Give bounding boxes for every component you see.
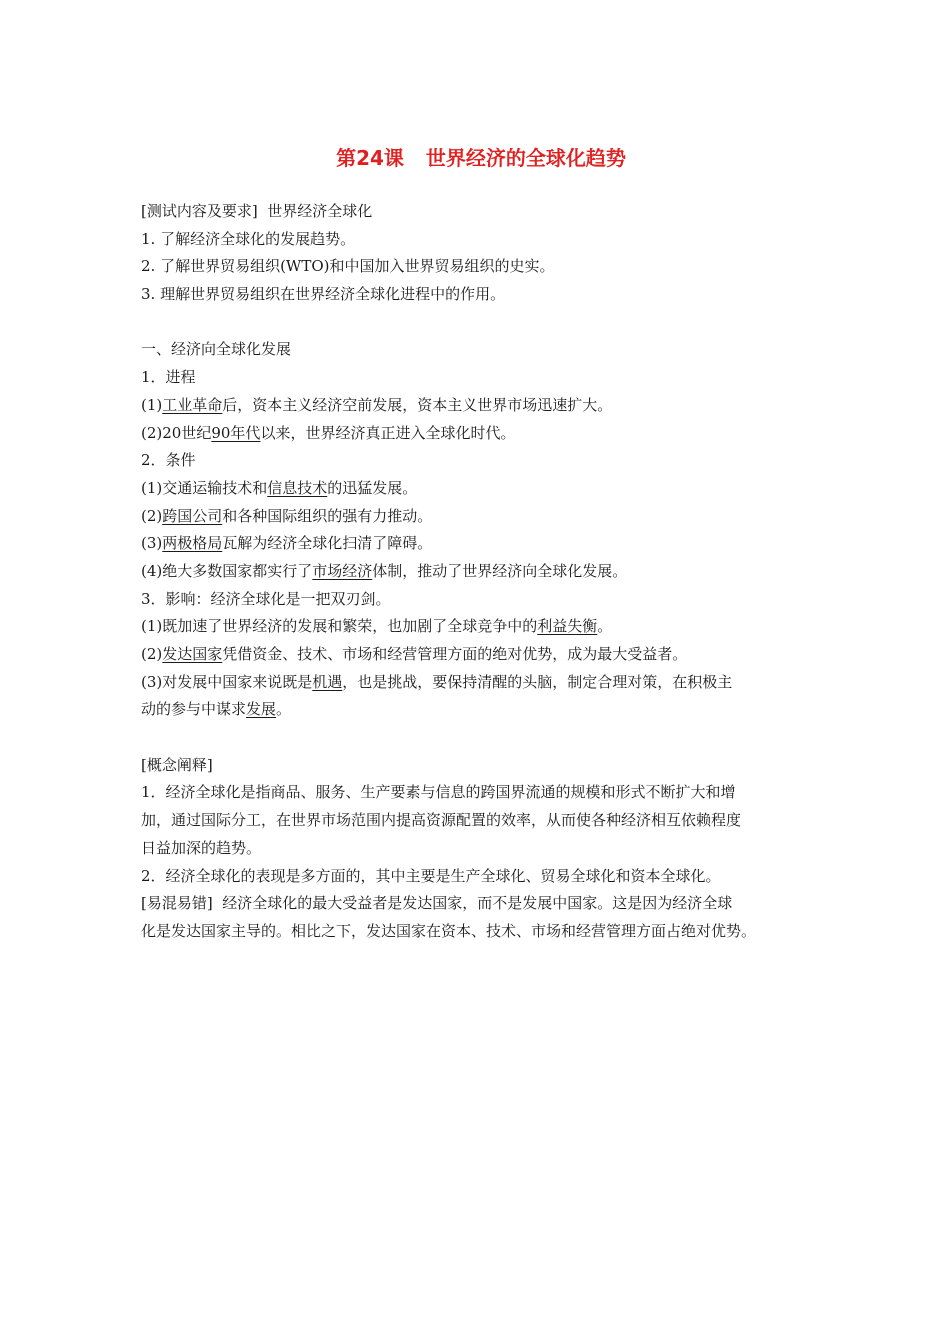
impact-item: (2)发达国家凭借资金、技术、市场和经营管理方面的绝对优势，成为最大受益者。 — [141, 645, 688, 663]
confusion-note: [易混易错] 经济全球化的最大受益者是发达国家，而不是发展中国家。这是因为经济全球 — [141, 894, 733, 913]
requirement-item: 2. 了解世界贸易组织(WTO)和中国加入世界贸易组织的史实。 — [141, 257, 555, 276]
lesson-title — [141, 143, 821, 173]
key-term: 机遇 — [312, 672, 343, 691]
key-term: 两极格局 — [162, 534, 223, 553]
key-term: 利益失衡 — [537, 617, 598, 636]
document-body — [141, 198, 821, 946]
condition-item: (4)绝大多数国家都实行了市场经济体制，推动了世界经济向全球化发展。 — [141, 561, 628, 580]
concept-text: 日益加深的趋势。 — [141, 838, 262, 857]
impact-item-continued: 动的参与中谋求发展。 — [141, 700, 292, 719]
key-term: 90年代 — [211, 423, 261, 442]
requirement-item: 3. 理解世界贸易组织在世界经济全球化进程中的作用。 — [141, 285, 506, 304]
concept-text: 1．经济全球化是指商品、服务、生产要素与信息的跨国界流通的规模和形式不断扩大和增 — [141, 783, 736, 802]
impact-item: (1)既加速了世界经济的发展和繁荣，也加剧了全球竞争中的利益失衡。 — [141, 617, 613, 636]
key-term: 发达国家 — [162, 645, 223, 663]
concept-text: 2．经济全球化的表现是多方面的，其中主要是生产全球化、贸易全球化和资本全球化。 — [141, 866, 721, 885]
key-term: 工业革命 — [162, 395, 223, 414]
key-term: 发展 — [246, 700, 277, 719]
subsection-heading-impact: 3．影响：经济全球化是一把双刃剑。 — [141, 589, 391, 608]
concepts-tag: [概念阐释] — [141, 755, 213, 774]
confusion-note-continued: 化是发达国家主导的。相比之下，发达国家在资本、技术、市场和经营管理方面占绝对优势。 — [141, 921, 757, 940]
requirements-tag: [测试内容及要求] — [141, 202, 258, 220]
condition-item: (2)跨国公司和各种国际组织的强有力推动。 — [141, 506, 433, 525]
subsection-heading-conditions: 2．条件 — [141, 451, 196, 470]
requirements-header — [141, 198, 821, 226]
section-heading: 一、经济向全球化发展 — [141, 340, 292, 359]
confusion-tag: [易混易错] — [141, 894, 213, 913]
process-item: (2)20世纪90年代以来，世界经济真正进入全球化时代。 — [141, 423, 516, 442]
requirements-subject: 世界经济全球化 — [267, 202, 373, 220]
concept-text: 加，通过国际分工，在世界市场范围内提高资源配置的效率，从而使各种经济相互依赖程度 — [141, 811, 742, 830]
subsection-heading-process: 1．进程 — [141, 368, 196, 387]
lesson-number: 第24课 — [336, 146, 404, 170]
lesson-topic: 世界经济的全球化趋势 — [425, 146, 626, 170]
impact-item: (3)对发展中国家来说既是机遇，也是挑战，要保持清醒的头脑，制定合理对策，在积极主 — [141, 672, 733, 691]
key-term: 信息技术 — [267, 478, 328, 497]
key-term: 跨国公司 — [162, 506, 223, 525]
key-term: 市场经济 — [312, 561, 373, 580]
process-item: (1)工业革命后，资本主义经济空前发展，资本主义世界市场迅速扩大。 — [141, 395, 613, 414]
condition-item: (3)两极格局瓦解为经济全球化扫清了障碍。 — [141, 534, 433, 553]
condition-item: (1)交通运输技术和信息技术的迅猛发展。 — [141, 478, 418, 497]
requirement-item: 1. 了解经济全球化的发展趋势。 — [141, 229, 356, 248]
